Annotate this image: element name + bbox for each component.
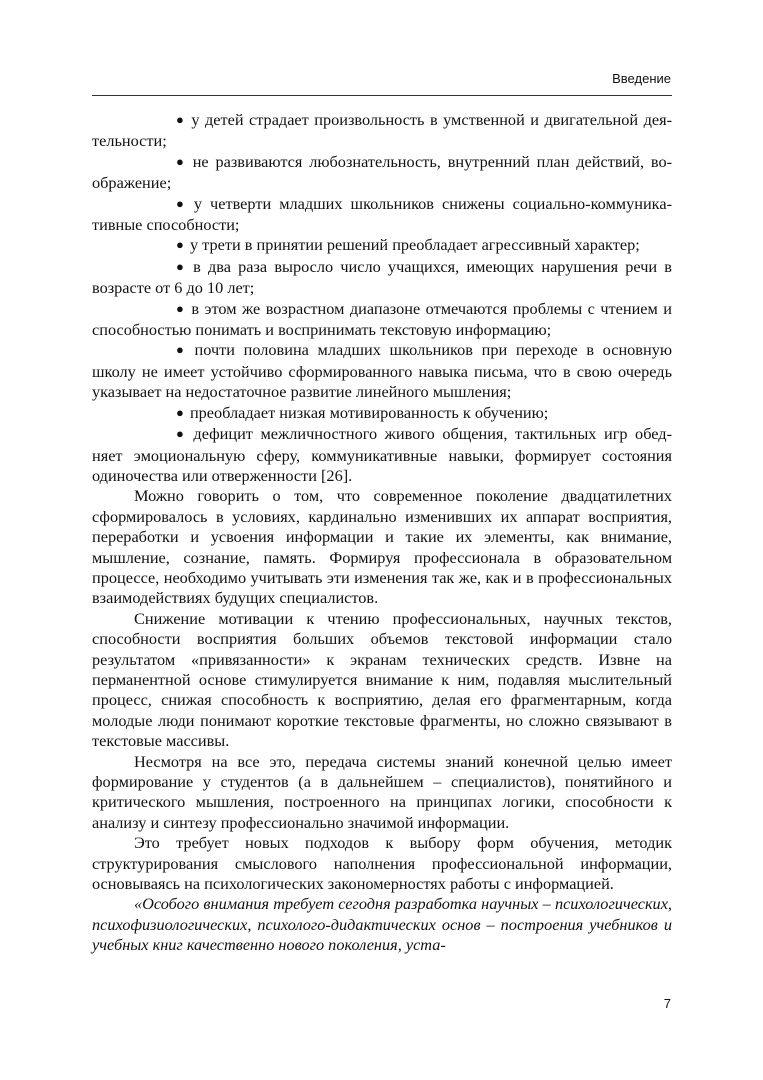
bullet-icon: ● xyxy=(176,237,184,253)
header-divider xyxy=(92,95,672,96)
bullet-item: ● у детей страдает произвольность в умственной и двигательной деятельности; xyxy=(92,110,672,151)
body-text xyxy=(92,110,672,956)
bullet-item: ● преобладает низкая мотивированность к обучению; xyxy=(92,403,672,424)
bullet-icon: ● xyxy=(176,342,184,358)
bullet-icon: ● xyxy=(176,112,184,127)
paragraph: Снижение мотивации к чтению профессиональных, научных текстов, способности восприятия больших объемов текстовой информации стало результатом «привязанности» к экранам технических средств. Извне на перманентной основе стимулируется внимание к ним, подавляя мыслительный процесс, снижая способность к восприятию, делая его фрагментарным, когда молодые люди понимают короткие текстовые фрагменты, но сложно связывают в текстовые массивы. xyxy=(92,608,672,751)
paragraph: Можно говорить о том, что современное поколение двадцатилетних сформировалось в условиях, кардинально изменивших их аппарат восприятия, переработки и усвоения информации и такие их элементы, как внимание, мышление, сознание, память. Формируя профессионала в образовательном процессе, необходимо учитывать эти изменения так же, как и в профессиональных взаимодействиях будущих специалистов. xyxy=(92,486,672,608)
bullet-item: ● дефицит межличностного живого общения, тактильных игр обедняет эмоциональную сферу, коммуникативные навыки, формирует состояния одиночества или отверженности [26]. xyxy=(92,424,672,485)
italic-quote: «Особого внимания требует сегодня разработка научных – психологических, психофизиологических, психолого-дидактических основ – построения учебников и учебных книг качественно нового поколения, уста- xyxy=(92,894,672,955)
bullet-item: ● в этом же возрастном диапазоне отмечаются проблемы с чтением и способностью понимать и воспринимать текстовую информацию; xyxy=(92,298,672,340)
bullet-item: ● не развиваются любознательность, внутренний план действий, воображение; xyxy=(92,151,673,193)
bullet-item: ● у четверти младших школьников снижены социально-коммуникативные способности; xyxy=(92,193,672,235)
bullet-icon: ● xyxy=(176,195,184,211)
running-header: Введение xyxy=(612,71,671,86)
bullet-icon: ● xyxy=(176,153,184,169)
paragraph: Это требует новых подходов к выбору форм обучения, методик структурирования смыслового наполнения профессиональной информации, основываясь на психологических закономерностях работы с информацией. xyxy=(92,833,672,894)
bullet-item: ● почти половина младших школьников при переходе в основную школу не имеет устойчиво сформированного навыка письма, что в свою очередь указывает на недостаточное развитие линейного мышления; xyxy=(92,340,672,402)
paragraph: Несмотря на все это, передача системы знаний конечной целью имеет формирование у студентов (а в дальнейшем – специалистов), понятийного и критического мышления, построенного на принципах логики, способности к анализу и синтезу профессионально значимой информации. xyxy=(92,751,672,832)
bullet-item: ● у трети в принятии решений преобладает агрессивный характер; xyxy=(92,235,672,256)
bullet-icon: ● xyxy=(176,300,184,316)
bullet-icon: ● xyxy=(176,258,184,274)
bullet-item: ● в два раза выросло число учащихся, имеющих нарушения речи в возрасте от 6 до 10 лет; xyxy=(92,256,672,298)
bullet-icon: ● xyxy=(176,426,184,442)
page-number: 7 xyxy=(663,996,671,1011)
bullet-icon: ● xyxy=(176,404,184,420)
